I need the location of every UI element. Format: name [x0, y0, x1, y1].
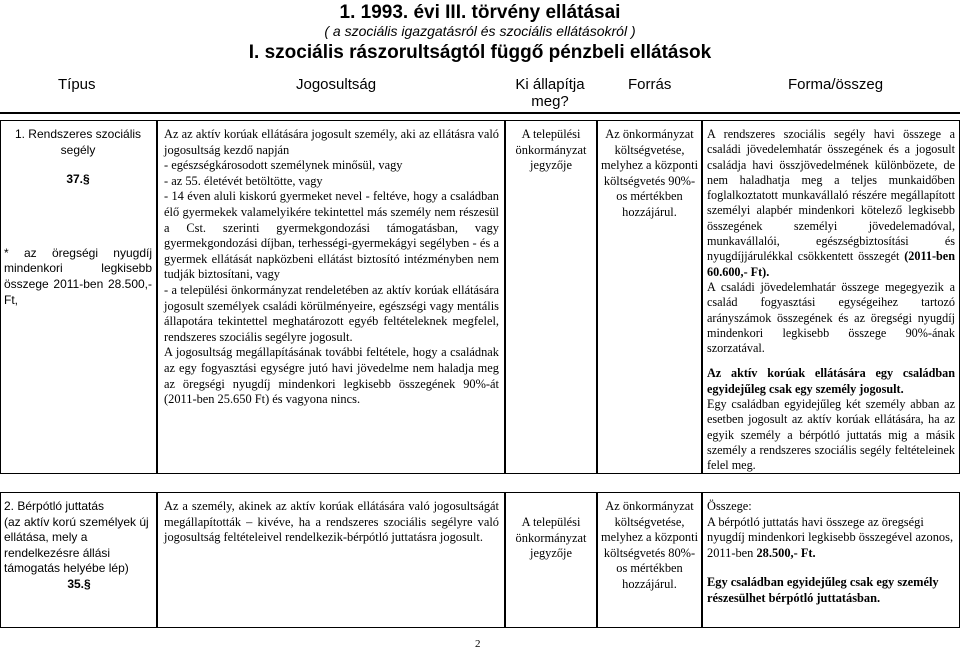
row1-eligibility-intro: Az az aktív korúak ellátására jogosult személy, aki az ellátásra való jogosultság kezdő napján — [164, 127, 499, 157]
row2-eligibility: Az a személy, akinek az aktív korúak ellátására való jogosultságát megállapították – kivéve, ha a rendszeres szociális segélyre való jogosultság feltételeivel rendelkezik-bérpótló juttatásra jogosult. — [164, 499, 499, 545]
row2-form-text: A bérpótló juttatás havi összege az öregségi nyugdíj mindenkori legkisebb összegével azonos, 2011-ben — [707, 514, 954, 560]
row2-form-label: Összege: — [707, 499, 752, 513]
row2-type-paragraph: 35.§ — [67, 576, 91, 591]
row2-type-description: (az aktív korú személyek új ellátása, mely a rendelkezésre állási támogatás helyébe lép) — [4, 514, 149, 576]
row1-type-title: 1. Rendszeres szociális segély — [14, 127, 142, 157]
document-subtitle: ( a szociális igazgatásról és szociális ellátásokról ) — [324, 23, 636, 39]
document-title: 1. 1993. évi III. törvény ellátásai — [339, 2, 621, 23]
section-title: I. szociális rászorultságtól függő pénzbeli ellátások — [248, 42, 712, 63]
row1-form-paragraph-3: Egy családban egyidejűleg két személy abban az esetben jogosult az aktív korúak ellátására, ha az egyik személy a bérpótló juttatás mig a másik személy a rendszeres szociális segély feltételeinek felel meg. — [707, 397, 955, 473]
row1-type-cell — [4, 127, 152, 308]
column-header-who-line2: meg? — [531, 93, 569, 110]
row1-form-cell — [707, 127, 955, 474]
row1-form-bold-rule: Az aktív korúak ellátására egy családban egyidejűleg csak egy személy jogosult. — [707, 366, 955, 396]
row2-form-cell — [707, 499, 955, 607]
row1-eligibility-bullet-1: - egészségkárosodott személynek minősül, vagy — [164, 158, 403, 173]
row1-form-amount: (2011-ben 60.600,- Ft). — [707, 249, 955, 279]
column-header-source: Forrás — [628, 76, 672, 93]
row1-form-paragraph-1: A rendszeres szociális segély havi összege a családi jövedelemhatár összegének és a jogosult családja havi összjövedelmének különbözete, de nem haladhatja meg a teljes munkaidőben foglalkoztatott munkavállaló részére megállapított személyi alapbér mindenkori kötelező legkisebb összegének személyi jövedelemadóval, munkavállalói, egészségbiztosítási és nyugdíjjárulékkal csökkentett összegét — [707, 127, 955, 264]
row2-form-amount: 28.500,- Ft. — [756, 545, 816, 560]
row2-who-decides: A települési önkormányzat jegyzője — [515, 515, 587, 561]
row2-type-cell — [4, 499, 154, 593]
row1-pension-note: * az öregségi nyugdíj mindenkori legkisebb összege 2011-ben 28.500,- Ft, — [4, 245, 152, 307]
row2-type-title: 2. Bérpótló juttatás — [4, 499, 105, 513]
row1-eligibility-bullet-3: - 14 éven aluli kiskorú gyermeket nevel - feltéve, hogy a családban élő gyermekek valamelyikére tekintettel más személy nem részesül a Cst. szerinti gyermekgondozási támogatásban, vagy gyermekgondozási díjban, terhességi-gyermekágyi segélyben - és a gyermek ellátását napközbeni ellátást biztosító intézményben nem tudják biztosítani, vagy — [164, 189, 499, 282]
row2-form-bold-rule: Egy családban egyidejűleg csak egy személy részesülhet bérpótló juttatásban. — [707, 575, 939, 605]
row1-eligibility-cell — [164, 127, 499, 408]
row1-eligibility-bullet-2: - az 55. életévét betöltötte, vagy — [164, 173, 323, 188]
row1-eligibility-extra: A jogosultság megállapításának további feltétele, hogy a családnak az egy fogyasztási egységre jutó havi jövedelme nem haladja meg az öregségi nyugdíj mindenkori legkisebb összegének 90%-át (2011-ben 25.650 Ft) és vagyona nincs. — [164, 345, 499, 407]
row1-who-decides: A települési önkormányzat jegyzője — [515, 127, 587, 173]
page-number: 2 — [475, 638, 481, 650]
row1-eligibility-bullet-4: - a települési önkormányzat rendeletében az aktív korúak ellátására jogosult személyek családi körülményeire, egészségi vagy mentális állapotára tekintettel meghatározott egyéb feltételeknek megfelel, rendszeres szociális segélyre jogosult. — [164, 282, 499, 344]
column-header-who-decides — [505, 76, 595, 110]
column-header-who-line1: Ki állapítja — [515, 76, 585, 93]
header-divider — [0, 112, 960, 114]
row1-form-paragraph-2: A családi jövedelemhatár összege megegyezik a család fogyasztási egységeihez tartozó arányszámok összegének és az öregségi nyugdíj mindenkori legkisebb összege 90%-ának szorzatával. — [707, 279, 955, 356]
column-header-form: Forma/összeg — [788, 76, 884, 93]
row1-type-paragraph: 37.§ — [66, 172, 90, 187]
row2-source: Az önkormányzat költségvetése, melyhez a központi költségvetés 80%-os mértékben hozzájárul. — [600, 499, 699, 591]
column-header-eligibility: Jogosultság — [296, 76, 377, 93]
column-header-type: Típus — [58, 76, 96, 93]
row1-source: Az önkormányzat költségvetése, melyhez a központi költségvetés 90%-os mértékben hozzájárul. — [600, 127, 699, 219]
